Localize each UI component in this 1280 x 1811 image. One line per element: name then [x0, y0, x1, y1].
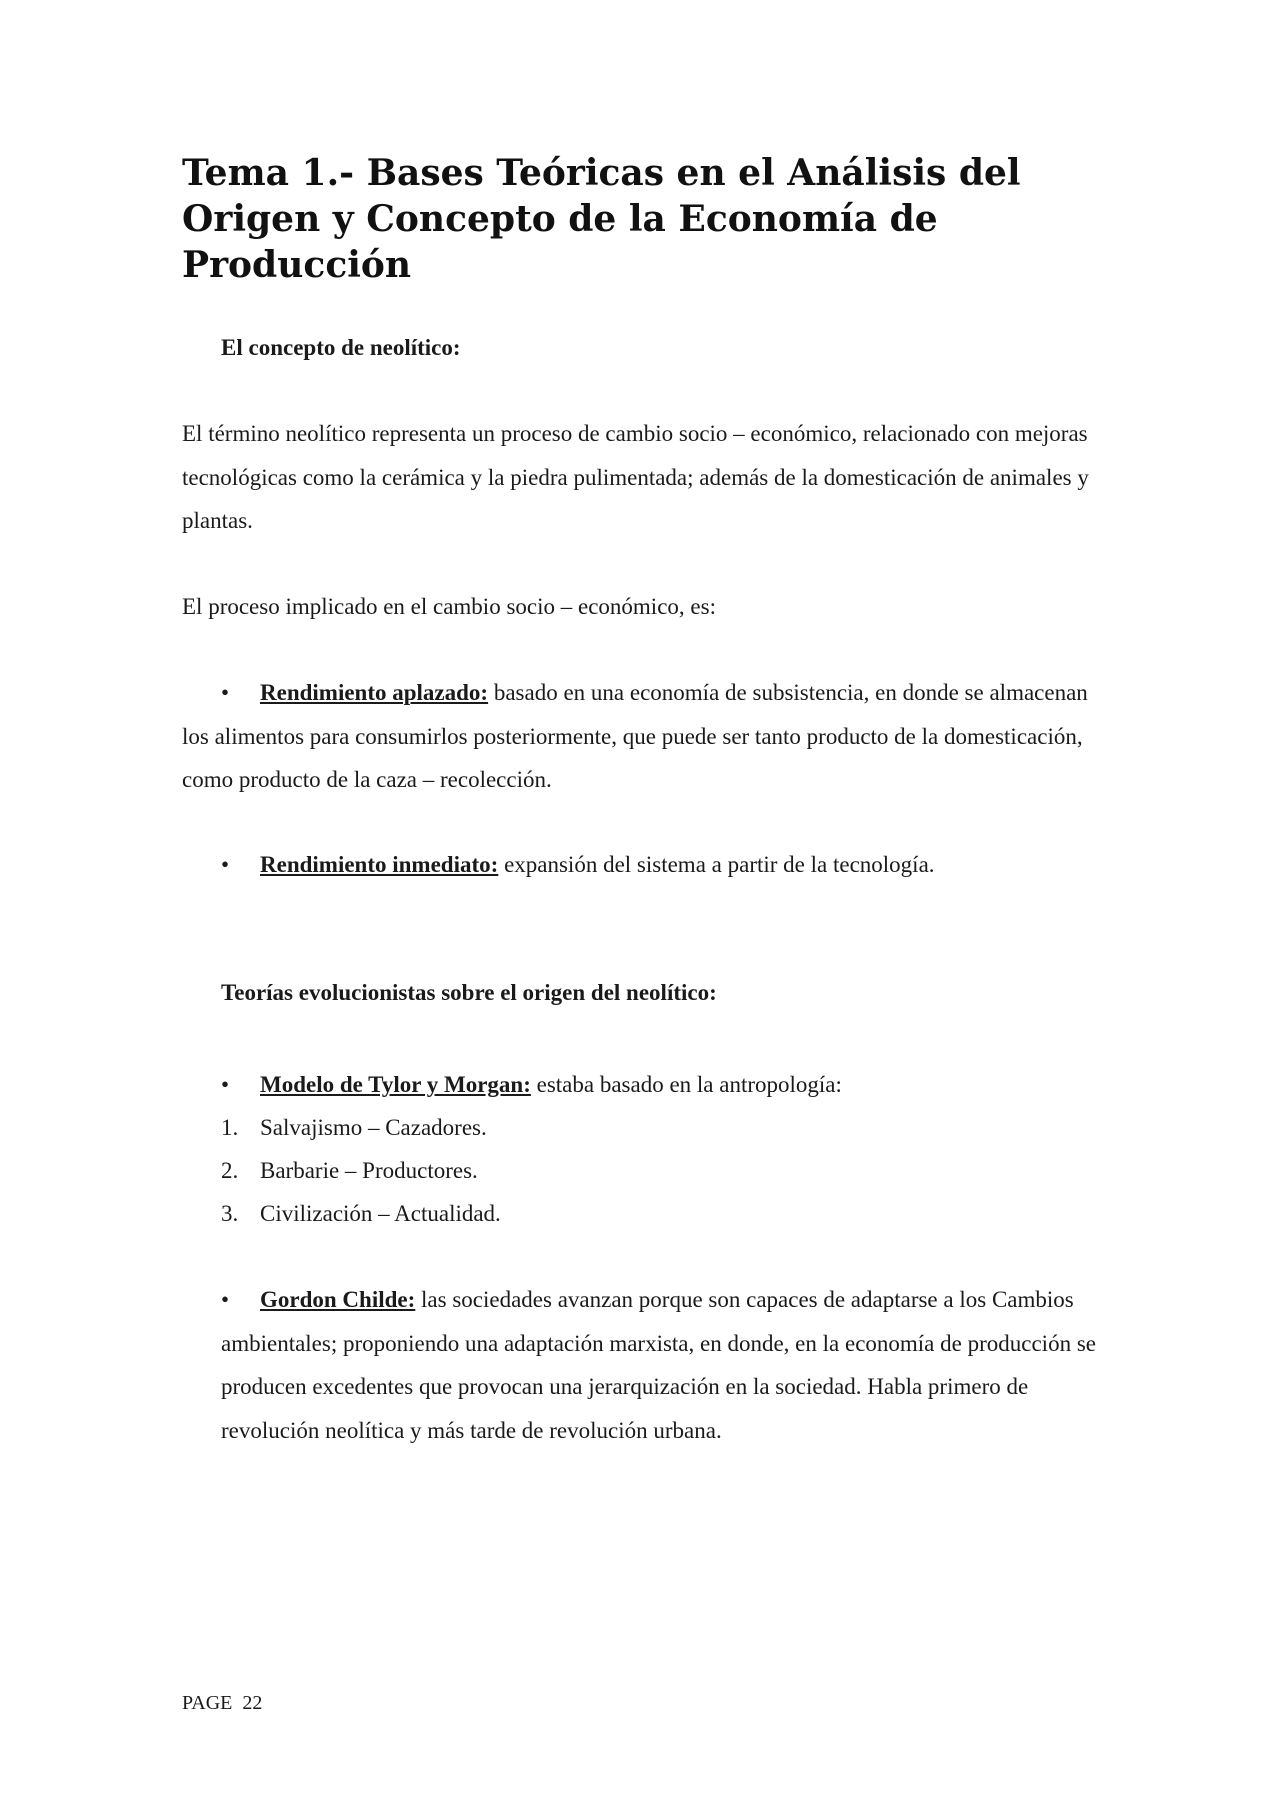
term-gordon-childe: Gordon Childe:: [260, 1287, 416, 1312]
bullet-tylor-morgan-text: estaba basado en la antropología:: [530, 1072, 842, 1097]
section-heading-neolithic-concept: El concepto de neolítico:: [221, 335, 461, 360]
bullet-marker: •: [221, 680, 230, 705]
numbered-marker: 2.: [221, 1158, 239, 1183]
bullet-gordon-childe: [221, 1278, 1101, 1452]
section-heading-evolutionist-theories: Teorías evolucionistas sobre el origen del neolítico:: [221, 980, 717, 1005]
paragraph-process-intro: El proceso implicado en el cambio socio – económico, es:: [182, 594, 716, 619]
bullet-marker: •: [221, 1287, 230, 1312]
numbered-marker: 1.: [221, 1115, 239, 1140]
paragraph-neolithic-definition: El término neolítico representa un proceso de cambio socio – económico, relacionado con mejoras tecnológicas como la cerámica y la piedra pulimentada; además de la domesticación de animales y plantas.: [182, 421, 1089, 533]
page-title: Tema 1.- Bases Teóricas en el Análisis del Origen y Concepto de la Economía de Producción: [182, 152, 1021, 286]
bullet-immediate-return: [260, 843, 1120, 887]
bullet-deferred-return-text: basado en una economía de subsistencia, en donde se almacenan los alimentos para consumirlos posteriormente, que puede ser tanto producto de la domesticación, como producto de la caza – recolección.: [182, 680, 1088, 792]
bullet-tylor-morgan-model: [260, 1063, 1120, 1107]
term-immediate-return: Rendimiento inmediato:: [260, 852, 499, 877]
bullet-gordon-childe-text: las sociedades avanzan porque son capaces de adaptarse a los Cambios ambientales; proponiendo una adaptación marxista, en donde, en la economía de producción se producen excedentes que provocan una jerarquización en la sociedad. Habla primero de revolución neolítica y más tarde de revolución urbana.: [221, 1287, 1096, 1443]
bullet-immediate-return-text: expansión del sistema a partir de la tecnología.: [498, 852, 935, 877]
bullet-marker: •: [221, 1072, 230, 1097]
numbered-item: Civilización – Actualidad.: [260, 1201, 501, 1226]
numbered-marker: 3.: [221, 1201, 239, 1226]
numbered-item: Barbarie – Productores.: [260, 1158, 478, 1183]
term-deferred-return: Rendimiento aplazado:: [260, 680, 489, 705]
term-tylor-morgan-model: Modelo de Tylor y Morgan:: [260, 1072, 531, 1097]
page-number-footer: PAGE 22: [182, 1692, 263, 1714]
numbered-item: Salvajismo – Cazadores.: [260, 1115, 487, 1140]
bullet-marker: •: [221, 852, 230, 877]
bullet-deferred-return: [182, 671, 1102, 802]
